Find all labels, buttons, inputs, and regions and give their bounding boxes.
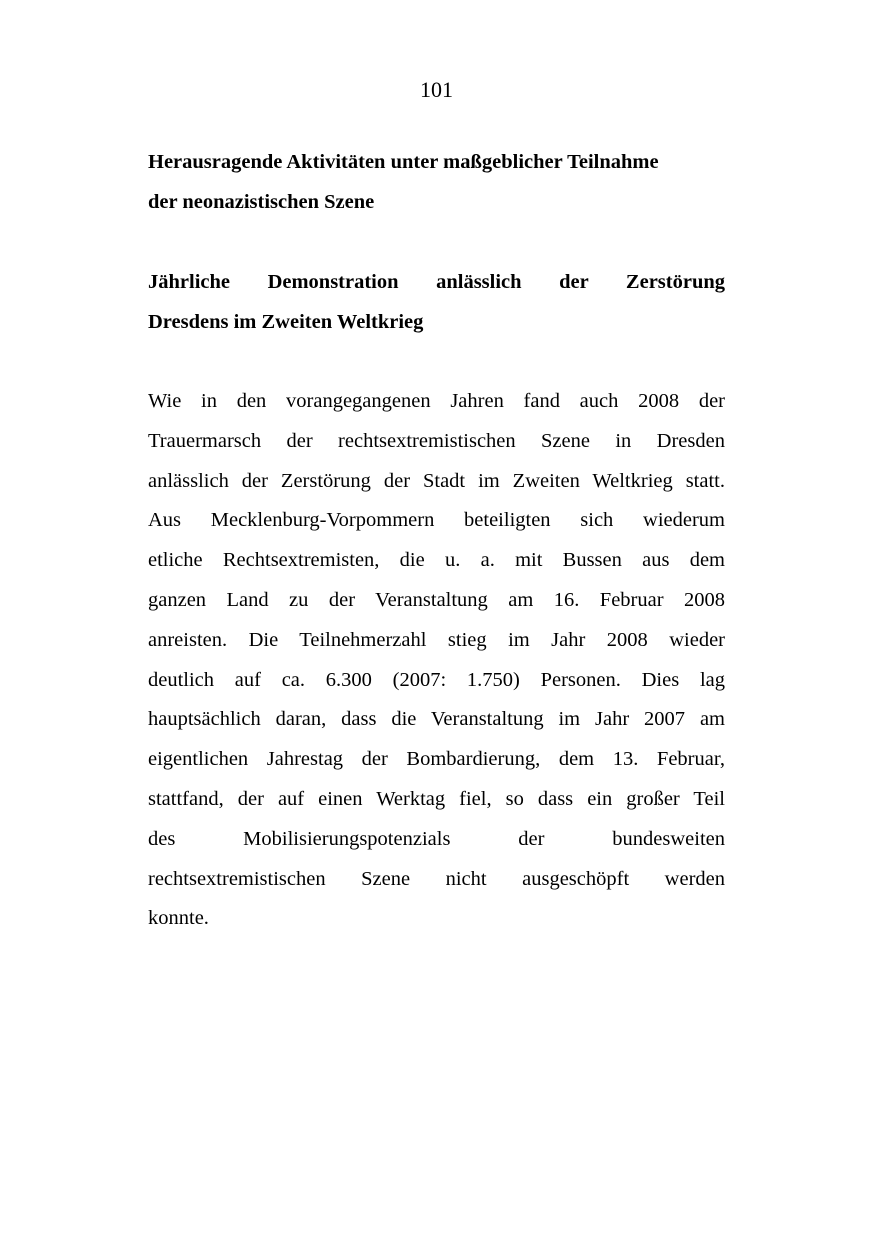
section-heading-line: Herausragende Aktivitäten unter maßgeblicher Teilnahme [148, 151, 659, 173]
paragraph-line: stattfand, der auf einen Werktag fiel, so dass ein großer Teil [148, 787, 725, 810]
body-paragraph [148, 382, 725, 939]
page-number: 101 [420, 77, 453, 102]
paragraph-line: Aus Mecklenburg-Vorpommern beteiligten sich wiederum [148, 509, 725, 532]
paragraph-line: Wie in den vorangegangenen Jahren fand auch 2008 der [148, 390, 725, 412]
paragraph-line: eigentlichen Jahrestag der Bombardierung, dem 13. Februar, [148, 748, 725, 771]
subsection-heading-line: Dresdens im Zweiten Weltkrieg [148, 311, 424, 333]
paragraph-line: hauptsächlich daran, dass die Veranstaltung im Jahr 2007 am [148, 708, 725, 731]
paragraph-line: des Mobilisierungspotenzials der bundesweiten [148, 827, 725, 850]
paragraph-line: rechtsextremistischen Szene nicht ausgeschöpft werden [148, 867, 725, 890]
paragraph-line: konnte. [148, 907, 209, 930]
subsection-heading [148, 262, 725, 342]
paragraph-line: anreisten. Die Teilnehmerzahl stieg im Jahr 2008 wieder [148, 628, 725, 651]
subsection-heading-line: Jährliche Demonstration anlässlich der Zerstörung [148, 271, 725, 293]
paragraph-line: ganzen Land zu der Veranstaltung am 16. Februar 2008 [148, 588, 725, 611]
section-heading [148, 142, 725, 222]
section-heading-line: der neonazistischen Szene [148, 191, 375, 213]
paragraph-line: Trauermarsch der rechtsextremistischen Szene in Dresden [148, 429, 725, 452]
paragraph-line: anlässlich der Zerstörung der Stadt im Zweiten Weltkrieg statt. [148, 469, 725, 492]
paragraph-line: etliche Rechtsextremisten, die u. a. mit Bussen aus dem [148, 549, 725, 572]
paragraph-line: deutlich auf ca. 6.300 (2007: 1.750) Personen. Dies lag [148, 668, 725, 691]
document-body [148, 142, 725, 939]
